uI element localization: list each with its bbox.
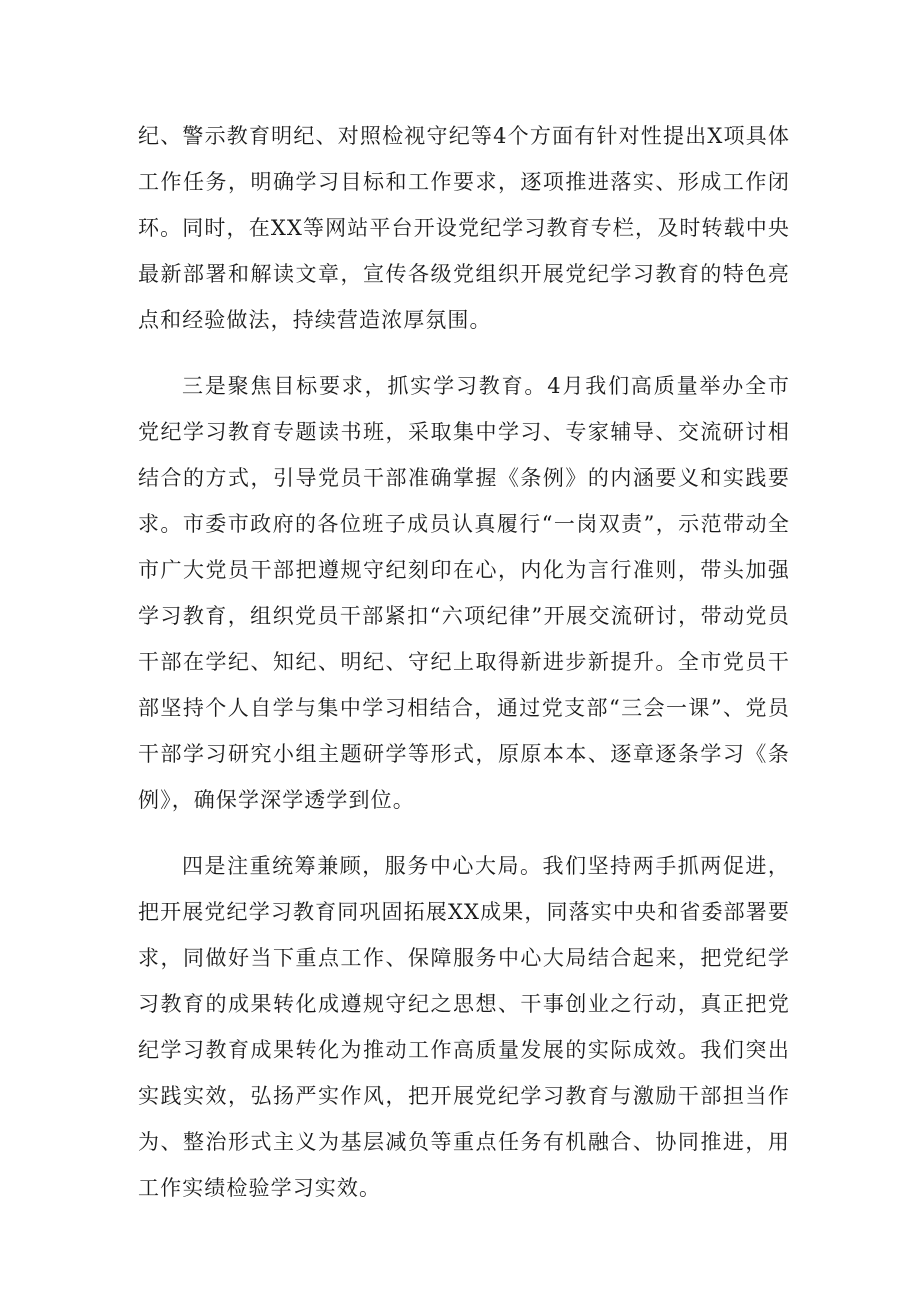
paragraph-continuation: 纪、警示教育明纪、对照检视守纪等4个方面有针对性提出X项具体工作任务，明确学习目标和工作要求，逐项推进落实、形成工作闭环。同时，在XX等网站平台开设党纪学习教育专栏，及时转载中央最新部署和解读文章，宣传各级党组织开展党纪学习教育的特色亮点和经验做法，持续营造浓厚氛围。 [138, 124, 790, 332]
paragraph-three: 三是聚焦目标要求，抓实学习教育。4月我们高质量举办全市党纪学习教育专题读书班，采取集中学习、专家辅导、交流研讨相结合的方式，引导党员干部准确掌握《条例》的内涵要义和实践要求。市委市政府的各位班子成员认真履行“一岗双责”，示范带动全市广大党员干部把遵规守纪刻印在心，内化为言行准则，带头加强学习教育，组织党员干部紧扣“六项纪律”开展交流研讨，带动党员干部在学纪、知纪、明纪、守纪上取得新进步新提升。全市党员干部坚持个人自学与集中学习相结合，通过党支部“三会一课”、党员干部学习研究小组主题研学等形式，原原本本、逐章逐条学习《条例》，确保学深学透学到位。 [138, 374, 790, 812]
paragraph-gap [138, 823, 790, 843]
document-body [138, 113, 790, 1211]
paragraph-gap [138, 343, 790, 363]
paragraph-four: 四是注重统筹兼顾，服务中心大局。我们坚持两手抓两促进，把开展党纪学习教育同巩固拓展XX成果，同落实中央和省委部署要求，同做好当下重点工作、保障服务中心大局结合起来，把党纪学习教育的成果转化成遵规守纪之思想、干事创业之行动，真正把党纪学习教育成果转化为推动工作高质量发展的实际成效。我们突出实践实效，弘扬严实作风，把开展党纪学习教育与激励干部担当作为、整治形式主义为基层减负等重点任务有机融合、协同推进，用工作实绩检验学习实效。 [138, 854, 790, 1200]
